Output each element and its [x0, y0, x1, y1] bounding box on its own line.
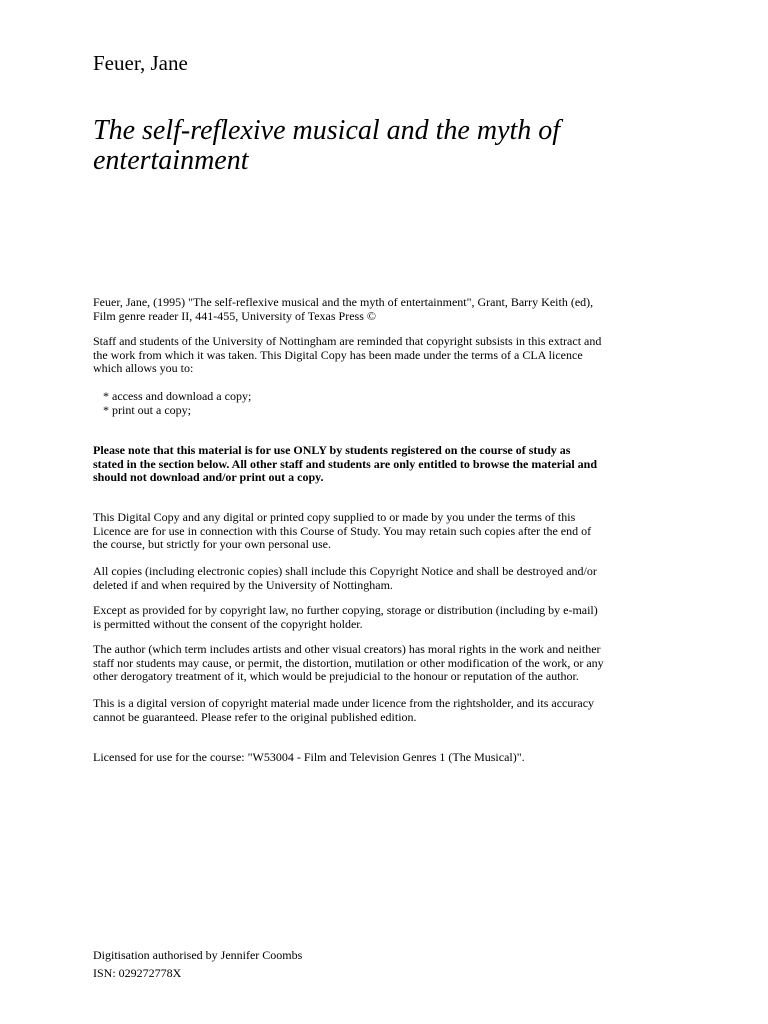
moral-rights-line: other derogatory treatment of it, which would be prejudicial to the honour or reputation of the author.: [93, 669, 579, 683]
footer: [93, 946, 693, 982]
staff-notice-line: the work from which it was taken. This Digital Copy has been made under the terms of a CLA licence: [93, 347, 583, 362]
digitisation-authorisation: Digitisation authorised by Jennifer Coombs: [93, 948, 303, 962]
all-copies-line: All copies (including electronic copies) shall include this Copyright Notice and shall be destroyed and/or: [93, 564, 597, 578]
except-line: is permitted without the consent of the copyright holder.: [93, 616, 363, 631]
citation-line: Feuer, Jane, (1995) "The self-reflexive musical and the myth of entertainment", Grant, Barry Keith (ed),: [93, 295, 594, 309]
digital-version-paragraph: [93, 697, 693, 724]
digital-copy-line: This Digital Copy and any digital or printed copy supplied to or made by you under the terms of this: [93, 510, 576, 524]
usage-warning-line: stated in the section below. All other staff and students are only entitled to browse the material and: [93, 456, 597, 471]
staff-notice-paragraph: [93, 335, 693, 376]
all-copies-line: deleted if and when required by the University of Nottingham.: [93, 577, 393, 592]
moral-rights-line: The author (which term includes artists and other visual creators) has moral rights in the work and neither: [93, 642, 601, 656]
except-line: Except as provided for by copyright law, no further copying, storage or distribution (including by e-mail): [93, 603, 598, 617]
digital-copy-line: Licence are for use in connection with this Course of Study. You may retain such copies after the end of: [93, 523, 592, 538]
author-name: Feuer, Jane: [93, 51, 188, 75]
usage-warning-paragraph: [93, 444, 693, 485]
digital-version-line: cannot be guaranteed. Please refer to the original published edition.: [93, 709, 417, 724]
isn-number: ISN: 029272778X: [93, 966, 182, 980]
permissions-list: [93, 390, 703, 417]
usage-warning-line: should not download and/or print out a copy.: [93, 470, 324, 484]
moral-rights-line: staff nor students may cause, or permit, the distortion, mutilation or other modification of the work, or any: [93, 655, 604, 670]
staff-notice-line: Staff and students of the University of Nottingham are reminded that copyright subsists in this extract and: [93, 334, 602, 348]
digital-copy-line: the course, but strictly for your own personal use.: [93, 537, 331, 551]
document-title: [93, 116, 693, 176]
course-licence-line: Licensed for use for the course: "W53004 - Film and Television Genres 1 (The Musical)".: [93, 750, 525, 764]
moral-rights-paragraph: [93, 643, 693, 684]
title-line: entertainment: [93, 145, 249, 176]
staff-notice-line: which allows you to:: [93, 361, 194, 375]
usage-warning-line: Please note that this material is for use ONLY by students registered on the course of study as: [93, 443, 571, 457]
digital-version-line: This is a digital version of copyright material made under licence from the rightsholder, and its accuracy: [93, 696, 595, 710]
list-item: * print out a copy;: [103, 402, 191, 417]
citation-paragraph: [93, 296, 693, 323]
course-licence-paragraph: [93, 751, 693, 765]
except-paragraph: [93, 604, 693, 631]
all-copies-paragraph: [93, 565, 693, 592]
title-line: The self-reflexive musical and the myth of: [93, 115, 561, 146]
digital-copy-paragraph: [93, 511, 693, 552]
list-item: * access and download a copy;: [103, 389, 252, 403]
citation-line: Film genre reader II, 441-455, University of Texas Press ©: [93, 308, 376, 323]
